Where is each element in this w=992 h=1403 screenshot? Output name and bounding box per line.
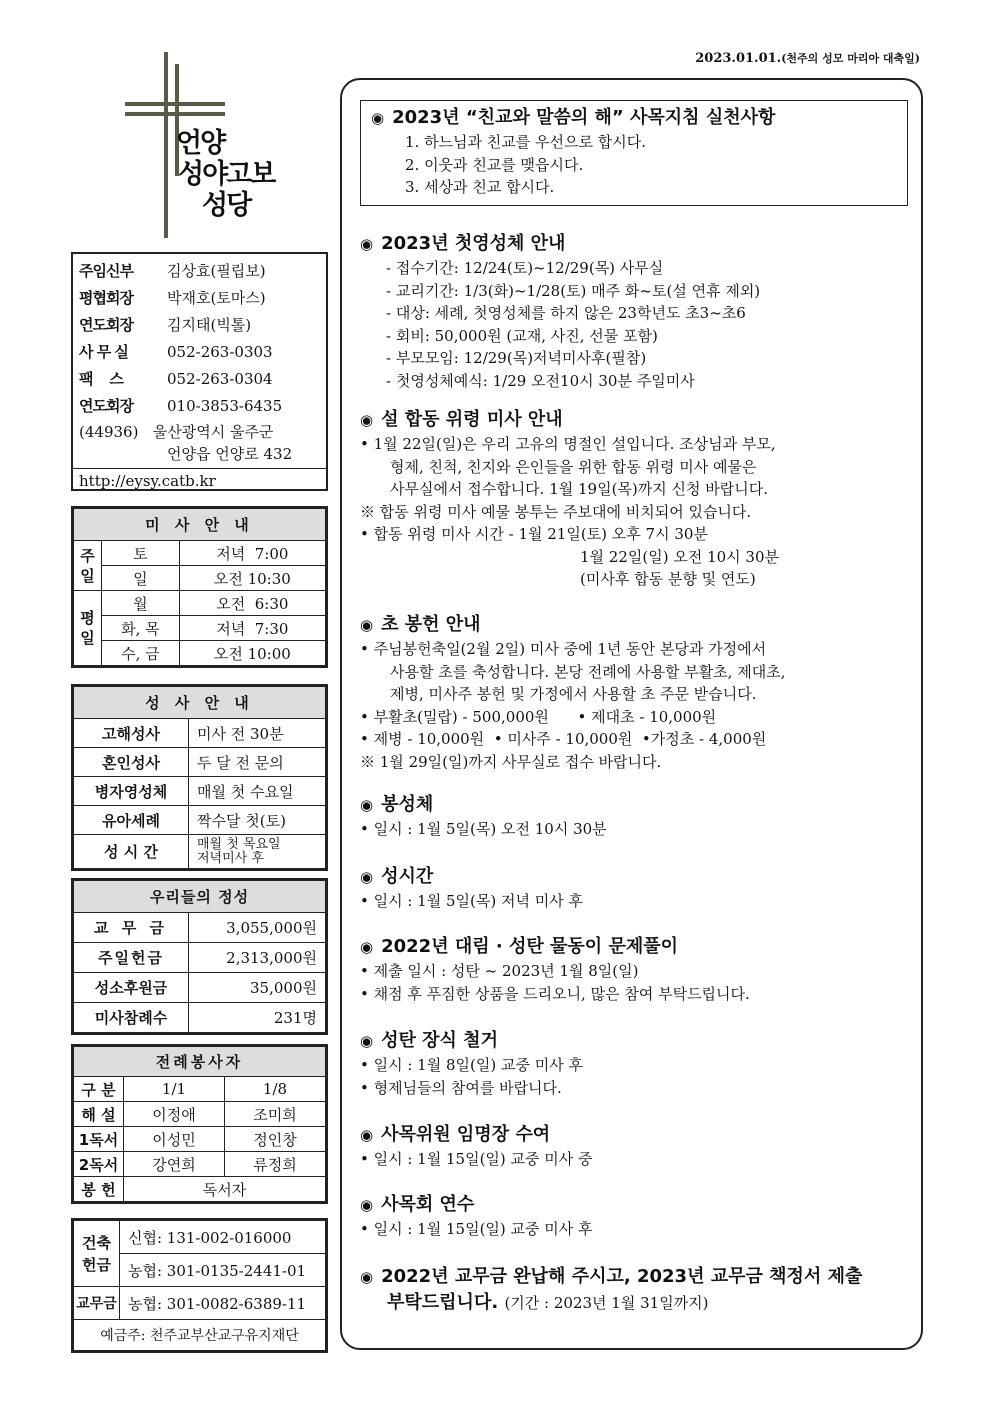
- notice-panel: [340, 78, 923, 1350]
- parish-logo: [120, 52, 300, 238]
- website-link[interactable]: http://eysy.catb.kr: [73, 468, 326, 493]
- lunar-memorial-section: ◉ 설 합동 위령 미사 안내 • 1월 22일(일)은 우리 고유의 명절인 설입니다. 조상님과 부모, 형제, 친척, 친지와 은인들을 위한 합동 위령 미사 예물은 사무실에서 접수합니다. 1월 19일(목)까지 신청 바랍니다. ※ 합동 위령 미사 예물 봉투는 주보대에 비치되어 있습니다. • 합동 위령 미사 시간 - 1월 21일(토) 오후 7시 30분 1월 22일(일) 오전 10시 30분 (미사후 합동 분향 및 연도): [360, 409, 780, 588]
- logo-text-2: 성야고보: [178, 159, 275, 190]
- dues-section: ◉ 2022년 교무금 완납해 주시고, 2023년 교무금 책정서 제출 부탁드립니다. (기간 : 2023년 1월 31일까지): [360, 1266, 863, 1313]
- offering-totals: 우리들의 정성 교 무 금 3,055,000원 주일헌금 2,313,000원 성소후원금 35,000원 미사참례수 231명: [71, 878, 328, 1035]
- sick-communion-section: ◉ 봉성체 • 일시 : 1월 5일(목) 오전 10시 30분: [360, 794, 607, 838]
- sacrament-info: 성 사 안 내 고해성사 미사 전 30분 혼인성사 두 달 전 문의 병자영성체 매월 첫 수요일 유아세례 짝수달 첫(토) 성 시 간 매월 첫 목요일 저녁미사 후: [71, 684, 328, 871]
- liturgy-servers: 전례봉사자 구 분 1/1 1/8 해 설 이정애 조미희 1독서 이성민 정인창 2독서 강연희 류정희 봉 헌 독서자: [71, 1044, 328, 1204]
- training-section: ◉ 사목회 연수 • 일시 : 1월 15일(일) 교중 미사 후: [360, 1194, 593, 1238]
- holy-hour-section: ◉ 성시간 • 일시 : 1월 5일(목) 저녁 미사 후: [360, 866, 583, 910]
- parish-info: 주임신부 김상효(필립보) 평협회장 박재호(토마스) 연도회장 김지태(빅톨) 사 무 실 052-263-0303 팩 스 052-263-0304 연도회장 010-3853-6435 (44936) 울산광역시 울주군 언양읍 언양로 432 http://eysy.catb.kr: [71, 252, 328, 491]
- bulletin-date: 2023.01.01.(천주의 성모 마리아 대축일): [695, 51, 920, 66]
- motto-section: ◉ 2023년 “친교와 말씀의 해” 사목지침 실천사항 1. 하느님과 친교를 우선으로 합시다. 2. 이웃과 친교를 맺읍시다. 3. 세상과 친교 합시다.: [360, 100, 908, 206]
- logo-text-3: 성당: [202, 190, 251, 221]
- address: (44936) 울산광역시 울주군 언양읍 언양로 432: [79, 423, 293, 463]
- quiz-section: ◉ 2022년 대림 · 성탄 물동이 문제풀이 • 제출 일시 : 성탄 ~ 2023년 1월 8일(일) • 채점 후 푸짐한 상품을 드리오니, 많은 참여 부탁드립니다.: [360, 936, 750, 1003]
- candle-section: ◉ 초 봉헌 안내 • 주님봉헌축일(2월 2일) 미사 중에 1년 동안 본당과 가정에서 사용할 초를 축성합니다. 본당 전례에 사용할 부활초, 제대초, 제병, 미사주 봉헌 및 가정에서 사용할 초 주문 받습니다. • 부활초(밀랍) - 500,000원 • 제대초 - 10,000원 • 제병 - 10,000원 • 미사주 - 10,000원 •가정초 - 4,000원 ※ 1월 29일(일)까지 사무실로 접수 바랍니다.: [360, 614, 786, 771]
- decoration-removal-section: ◉ 성탄 장식 철거 • 일시 : 1월 8일(일) 교중 미사 후 • 형제님들의 참여를 바랍니다.: [360, 1030, 583, 1097]
- bank-accounts: 건축헌금 신협: 131-002-016000 농협: 301-0135-2441-01 교무금 농협: 301-0082-6389-11 예금주: 천주교부산교구유지재단: [71, 1218, 328, 1353]
- mass-schedule: 미 사 안 내 주일 토 저녁 7:00 일 오전 10:30 평일 월 오전 6:30 화, 목 저녁 7:30 수, 금 오전 10:00: [71, 506, 328, 668]
- cross-icon: [164, 52, 168, 238]
- appointment-section: ◉ 사목위원 임명장 수여 • 일시 : 1월 15일(일) 교중 미사 중: [360, 1124, 593, 1168]
- logo-text-1: 언양: [176, 128, 225, 159]
- first-communion-section: ◉ 2023년 첫영성체 안내 - 접수기간: 12/24(토)~12/29(목) 사무실 - 교리기간: 1/3(화)~1/28(토) 매주 화~토(설 연휴 제외) - 대상: 세례, 첫영성체를 하지 않은 23학년도 초3~초6 - 회비: 50,000원 (교재, 사진, 선물 포함) - 부모모임: 12/29(목)저녁미사후(필참) - 첫영성체예식: 1/29 오전10시 30분 주일미사: [360, 233, 761, 390]
